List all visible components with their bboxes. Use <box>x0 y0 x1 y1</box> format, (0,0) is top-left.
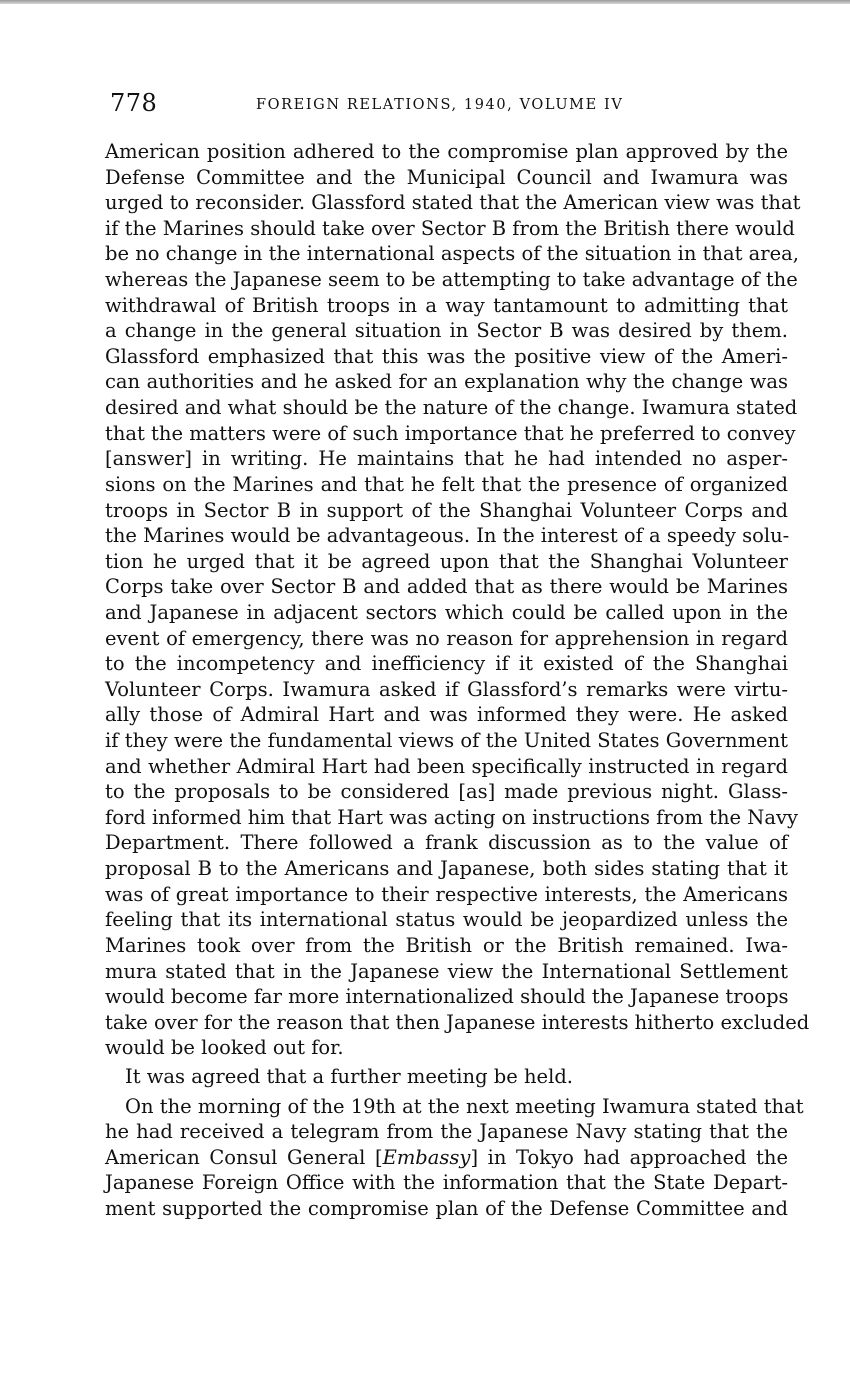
text-line: to the proposals to be considered [as] made previous night. Glass- <box>105 780 788 804</box>
top-edge-rule <box>0 0 850 4</box>
text-line: It was agreed that a further meeting be held. <box>125 1065 574 1089</box>
text-line: [answer] in writing. He maintains that he had intended no asper- <box>105 447 788 471</box>
text-line: Japanese Foreign Office with the information that the State Depart- <box>105 1171 788 1195</box>
text-line: and Japanese in adjacent sectors which could be called upon in the <box>105 600 788 624</box>
page-header <box>110 88 786 124</box>
text-line: that the matters were of such importance that he preferred to convey <box>105 421 796 445</box>
text-line: would be looked out for. <box>105 1036 344 1060</box>
text-line: was of great importance to their respective interests, the Americans <box>105 882 788 906</box>
text-line: ment supported the compromise plan of the Defense Committee and <box>105 1196 788 1220</box>
page-number: 778 <box>110 89 158 117</box>
text-line: be no change in the international aspects of the situation in that area, <box>105 242 799 266</box>
text-fragment: American Consul General [ <box>105 1145 383 1169</box>
text-line: to the incompetency and inefficiency if it existed of the Shanghai <box>105 652 788 676</box>
text-line: desired and what should be the nature of the change. Iwamura stated <box>105 396 798 420</box>
text-line: Glassford emphasized that this was the positive view of the Ameri- <box>105 344 788 368</box>
text-line: American position adhered to the compromise plan approved by the <box>105 140 788 163</box>
text-line: if the Marines should take over Sector B from the British there would <box>105 216 795 240</box>
text-line: take over for the reason that then Japanese interests hitherto excluded <box>105 1010 810 1034</box>
text-line: Volunteer Corps. Iwamura asked if Glassford’s remarks were virtu- <box>105 677 788 701</box>
text-line: if they were the fundamental views of the United States Government <box>105 729 788 753</box>
text-line: Department. There followed a frank discussion as to the value of <box>105 831 788 855</box>
text-line: withdrawal of British troops in a way tantamount to admitting that <box>105 293 788 317</box>
text-line: and whether Admiral Hart had been specifically instructed in regard <box>105 754 788 778</box>
text-line: troops in Sector B in support of the Shanghai Volunteer Corps and <box>105 498 788 522</box>
body-text <box>105 139 810 1222</box>
text-line: Marines took over from the British or the British remained. Iwa- <box>105 933 788 957</box>
text-line: mura stated that in the Japanese view the International Settlement <box>105 959 788 983</box>
text-line: whereas the Japanese seem to be attempting to take advantage of the <box>105 268 798 292</box>
text-line: proposal B to the Americans and Japanese, both sides stating that it <box>105 857 788 881</box>
text-fragment: ] in Tokyo had approached the <box>470 1145 788 1169</box>
text-line: feeling that its international status would be jeopardized unless the <box>105 908 788 932</box>
running-head: FOREIGN RELATIONS, 1940, VOLUME IV <box>256 97 624 113</box>
text-line: ford informed him that Hart was acting on instructions from the Navy <box>105 805 798 829</box>
text-line: would become far more internationalized should the Japanese troops <box>105 985 789 1009</box>
text-line: ally those of Admiral Hart and was informed they were. He asked <box>105 703 788 727</box>
text-line: On the morning of the 19th at the next meeting Iwamura stated that <box>125 1094 804 1118</box>
text-line: can authorities and he asked for an explanation why the change was <box>105 370 788 394</box>
text-line: he had received a telegram from the Japanese Navy stating that the <box>105 1120 788 1144</box>
text-line: event of emergency, there was no reason for apprehension in regard <box>105 626 788 650</box>
text-line: a change in the general situation in Sector B was desired by them. <box>105 319 788 343</box>
text-line: Corps take over Sector B and added that as there would be Marines <box>105 575 788 599</box>
text-line: tion he urged that it be agreed upon that the Shanghai Volunteer <box>105 549 788 573</box>
text-line: Defense Committee and the Municipal Council and Iwamura was <box>105 165 788 189</box>
italic-term: Embassy <box>382 1145 471 1169</box>
text-line <box>105 1145 788 1171</box>
text-line: urged to reconsider. Glassford stated that the American view was that <box>105 191 801 215</box>
text-line: the Marines would be advantageous. In the interest of a speedy solu- <box>105 524 790 548</box>
text-line: sions on the Marines and that he felt that the presence of organized <box>105 472 788 496</box>
